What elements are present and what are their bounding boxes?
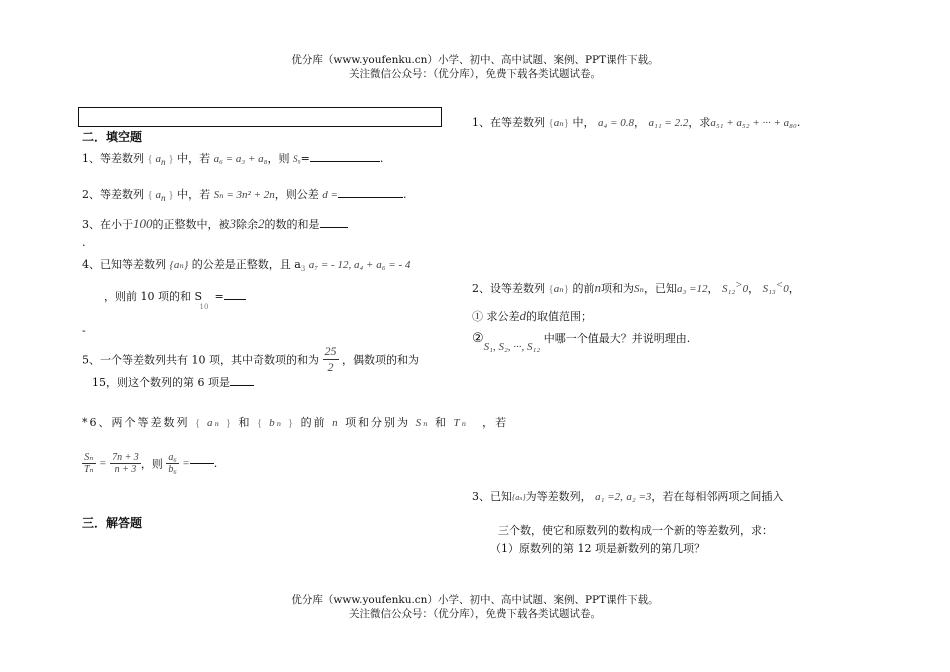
section-2-title: 二．填空题 <box>82 130 143 144</box>
question-4-line-2: ，则前 10 项的和 S $_{10}$= <box>104 288 246 305</box>
answer-blank-1[interactable] <box>310 161 380 162</box>
problem-3-line-2: 三个数，使它和原数列的数构成一个新的等差数列，求： <box>498 524 773 537</box>
answer-blank-4[interactable] <box>224 299 246 300</box>
question-3: 3、在小于100的正整数中，被3除余2的数的和是 <box>82 216 348 232</box>
sequence-an: { $a_n$ } <box>147 153 174 168</box>
question-5: 5、一个等差数列共有 10 项，其中奇数项的和为 $\frac{25}{2}$ ，偶数项的和为 <box>82 344 419 374</box>
problem-1: 1、在等差数列 {aₙ} 中， a₄ = 0.8， a₁₁ = 2.2，求a₅₁ + a₅₂ + ··· + a₈₀. <box>472 116 801 129</box>
header-line-2: 关注微信公众号：（优分库），免费下载各类试题试卷。 <box>349 68 601 80</box>
problem-2: 2、设等差数列 {aₙ} 的前n项和为Sₙ，已知a₃ =12， S₁₂>0， S₁₃<0， <box>472 279 800 295</box>
problem-3-line-3: （1）原数列的第 12 项是新数列的第几项？ <box>490 542 705 555</box>
question-6-line-2: $\frac{\text{Sₙ}}{\text{Tₙ}}$ = $\frac{7n + 3}{n + 3}$ ，则 $\frac{\text{a₆}}{\text{b₆}}$ = . <box>84 452 218 475</box>
footer-line-2: 关注微信公众号：（优分库），免费下载各类试题试卷。 <box>349 608 601 620</box>
answer-blank-2[interactable] <box>338 197 403 198</box>
fraction-25-2: $\frac{25}{2}$ <box>324 344 337 374</box>
question-2: 2、等差数列 { $a_n$ } 中，若 Sₙ = 3n² + 2n，则公差 d = . <box>82 188 407 204</box>
problem-2-part-2: ②S₁, S₂, ···, S₁₂ 中哪一个值最大？并说明理由. <box>472 331 691 353</box>
section-3-title: 三．解答题 <box>82 516 143 530</box>
problem-3: 3、已知{aₙ}为等差数列， a₁ =2, a₂ =3，若在每相邻两项之间插入 <box>472 490 784 503</box>
footer-line-1: 优分库（www.youfenku.cn）小学、初中、高中试题、案例、PPT课件下载。 <box>291 594 659 606</box>
question-4: 4、已知等差数列 {aₙ} 的公差是正整数，且 $a_3$ a₇ = - 12, a₄ + a₆ = - 4 <box>82 258 411 274</box>
header-line-1: 优分库（www.youfenku.cn）小学、初中、高中试题、案例、PPT课件下载。 <box>291 54 659 66</box>
problem-2-part-1: ① 求公差d的取值范围； <box>472 308 592 323</box>
question-6: *6、两个等差数列 { aₙ } 和 { bₙ } 的前 n 项和分别为 Sₙ 和 Tₙ ，若 <box>82 416 509 429</box>
empty-box <box>78 107 442 127</box>
answer-blank-3[interactable] <box>320 227 348 228</box>
answer-blank-5[interactable] <box>230 385 254 386</box>
question-1: 1、等差数列 { $a_n$ } 中，若 a₆ = a₃ + a₈，则 S₉= . <box>82 152 384 168</box>
answer-blank-6[interactable] <box>190 463 214 464</box>
question-5-line-2: 15，则这个数列的第 6 项是 <box>92 374 254 390</box>
